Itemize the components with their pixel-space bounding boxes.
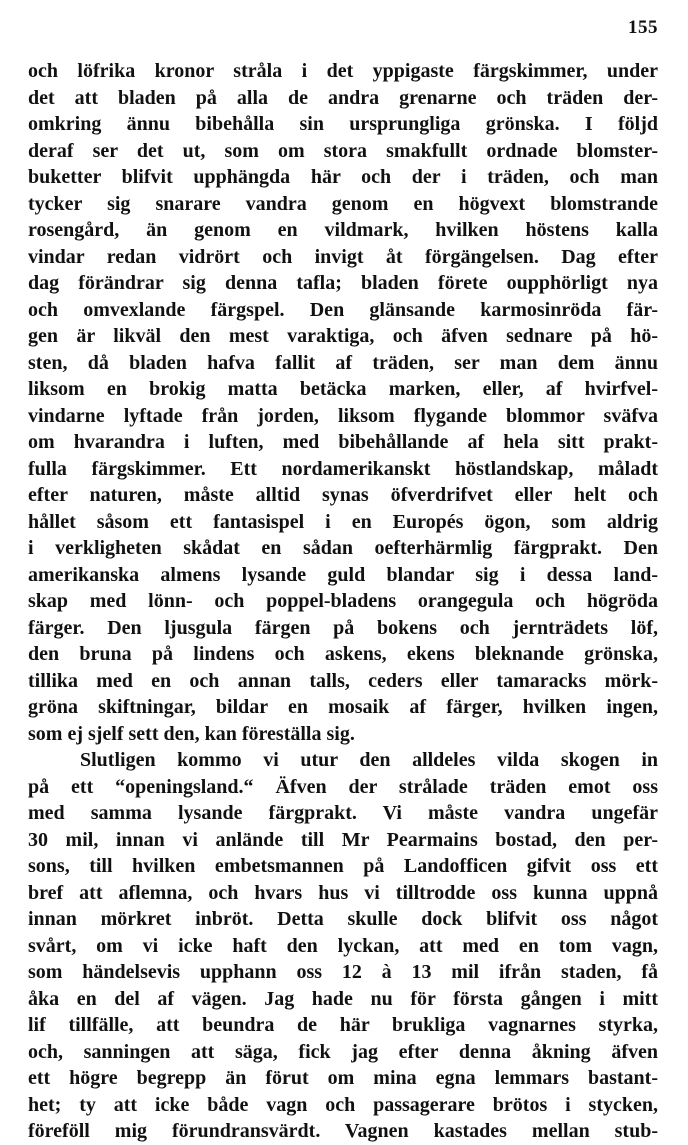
text-line: färger. Den ljusgula färgen på bokens och jernträdets löf, bbox=[28, 616, 658, 639]
text-line: amerikanska almens lysande guld blandar sig i dessa land- bbox=[28, 563, 658, 586]
text-line: omkring ännu bibehålla sin ursprungliga grönska. I följd bbox=[28, 113, 658, 135]
body-text bbox=[28, 58, 658, 1145]
text-line: sten, då bladen hafva fallit af träden, ser man dem ännu bbox=[28, 351, 658, 374]
text-line: Slutligen kommo vi utur den alldeles vilda skogen in bbox=[80, 749, 658, 771]
text-line: bref att aflemna, och hvars hus vi tilltrodde oss kunna uppnå bbox=[28, 881, 658, 904]
text-line: och, sanningen att säga, fick jag efter denna åkning äfven bbox=[28, 1040, 658, 1063]
text-line: het; ty att icke både vagn och passagerare brötos i stycken, bbox=[28, 1093, 658, 1116]
text-line: lif tillfälle, att beundra de här brukliga vagnarnes styrka, bbox=[28, 1014, 658, 1036]
page-number: 155 bbox=[628, 17, 658, 38]
text-line: om hvarandra i luften, med bibehållande af hela sitt prakt- bbox=[28, 431, 658, 453]
text-line: gröna skiftningar, bildar en mosaik af färger, hvilken ingen, bbox=[28, 696, 658, 718]
text-line: och omvexlande färgspel. Den glänsande karmosinröda fär- bbox=[28, 298, 658, 321]
text-line: fulla färgskimmer. Ett nordamerikanskt höstlandskap, måladt bbox=[28, 457, 658, 480]
text-line: sons, till hvilken embetsmannen på Landofficen gifvit oss ett bbox=[28, 855, 658, 877]
text-line: dag förändrar sig denna tafla; bladen förete oupphörligt nya bbox=[28, 272, 658, 294]
text-line: hållet såsom ett fantasispel i en Europés ögon, som aldrig bbox=[28, 510, 658, 533]
text-line: den bruna på lindens och askens, ekens bleknande grönska, bbox=[28, 643, 658, 665]
text-line: på ett “openingsland.“ Äfven der strålade träden emot oss bbox=[28, 775, 658, 798]
text-line: 30 mil, innan vi anlände till Mr Pearmains bostad, den per- bbox=[28, 828, 658, 851]
text-line: i verkligheten skådat en sådan oefterhärmlig färgprakt. Den bbox=[28, 537, 658, 559]
text-line: tycker sig snarare vandra genom en högvext blomstrande bbox=[28, 192, 658, 215]
text-line: innan mörkret inbröt. Detta skulle dock blifvit oss något bbox=[28, 908, 658, 930]
text-line: svårt, om vi icke haft den lyckan, att med en tom vagn, bbox=[28, 934, 658, 957]
text-line: och löfrika kronor stråla i det yppigaste färgskimmer, under bbox=[28, 60, 658, 82]
text-line: buketter blifvit upphängda här och der i träden, och man bbox=[28, 166, 658, 188]
text-line: vindar redan vidrört och invigt åt förgängelsen. Dag efter bbox=[28, 245, 658, 268]
text-line: som ej sjelf sett den, kan föreställa sig. bbox=[28, 722, 355, 745]
text-line: gen är likväl den mest varaktiga, och äfven sednare på hö- bbox=[28, 325, 658, 347]
text-line: rosengård, än genom en vildmark, hvilken höstens kalla bbox=[28, 219, 658, 241]
text-line: föreföll mig förundransvärdt. Vagnen kastades mellan stub- bbox=[28, 1120, 658, 1142]
text-line: efter naturen, måste alltid synas öfverdrifvet eller helt och bbox=[28, 484, 658, 506]
text-line: åka en del af vägen. Jag hade nu för första gången i mitt bbox=[28, 987, 658, 1010]
text-line: liksom en brokig matta betäcka marken, eller, af hvirfvel- bbox=[28, 378, 658, 400]
text-line: som händelsevis upphann oss 12 à 13 mil ifrån staden, få bbox=[28, 961, 658, 983]
text-line: ett högre begrepp än förut om mina egna lemmars bastant- bbox=[28, 1067, 658, 1089]
text-line: deraf ser det ut, som om stora smakfullt ordnade blomster- bbox=[28, 139, 658, 162]
text-line: vindarne lyftade från jorden, liksom flygande blommor sväfva bbox=[28, 404, 658, 427]
text-line: tillika med en och annan talls, ceders eller tamaracks mörk- bbox=[28, 669, 658, 692]
text-line: med samma lysande färgprakt. Vi måste vandra ungefär bbox=[28, 802, 658, 824]
text-line: det att bladen på alla de andra grenarne och träden der- bbox=[28, 86, 658, 109]
text-line: skap med lönn- och poppel-bladens orangegula och högröda bbox=[28, 590, 658, 612]
